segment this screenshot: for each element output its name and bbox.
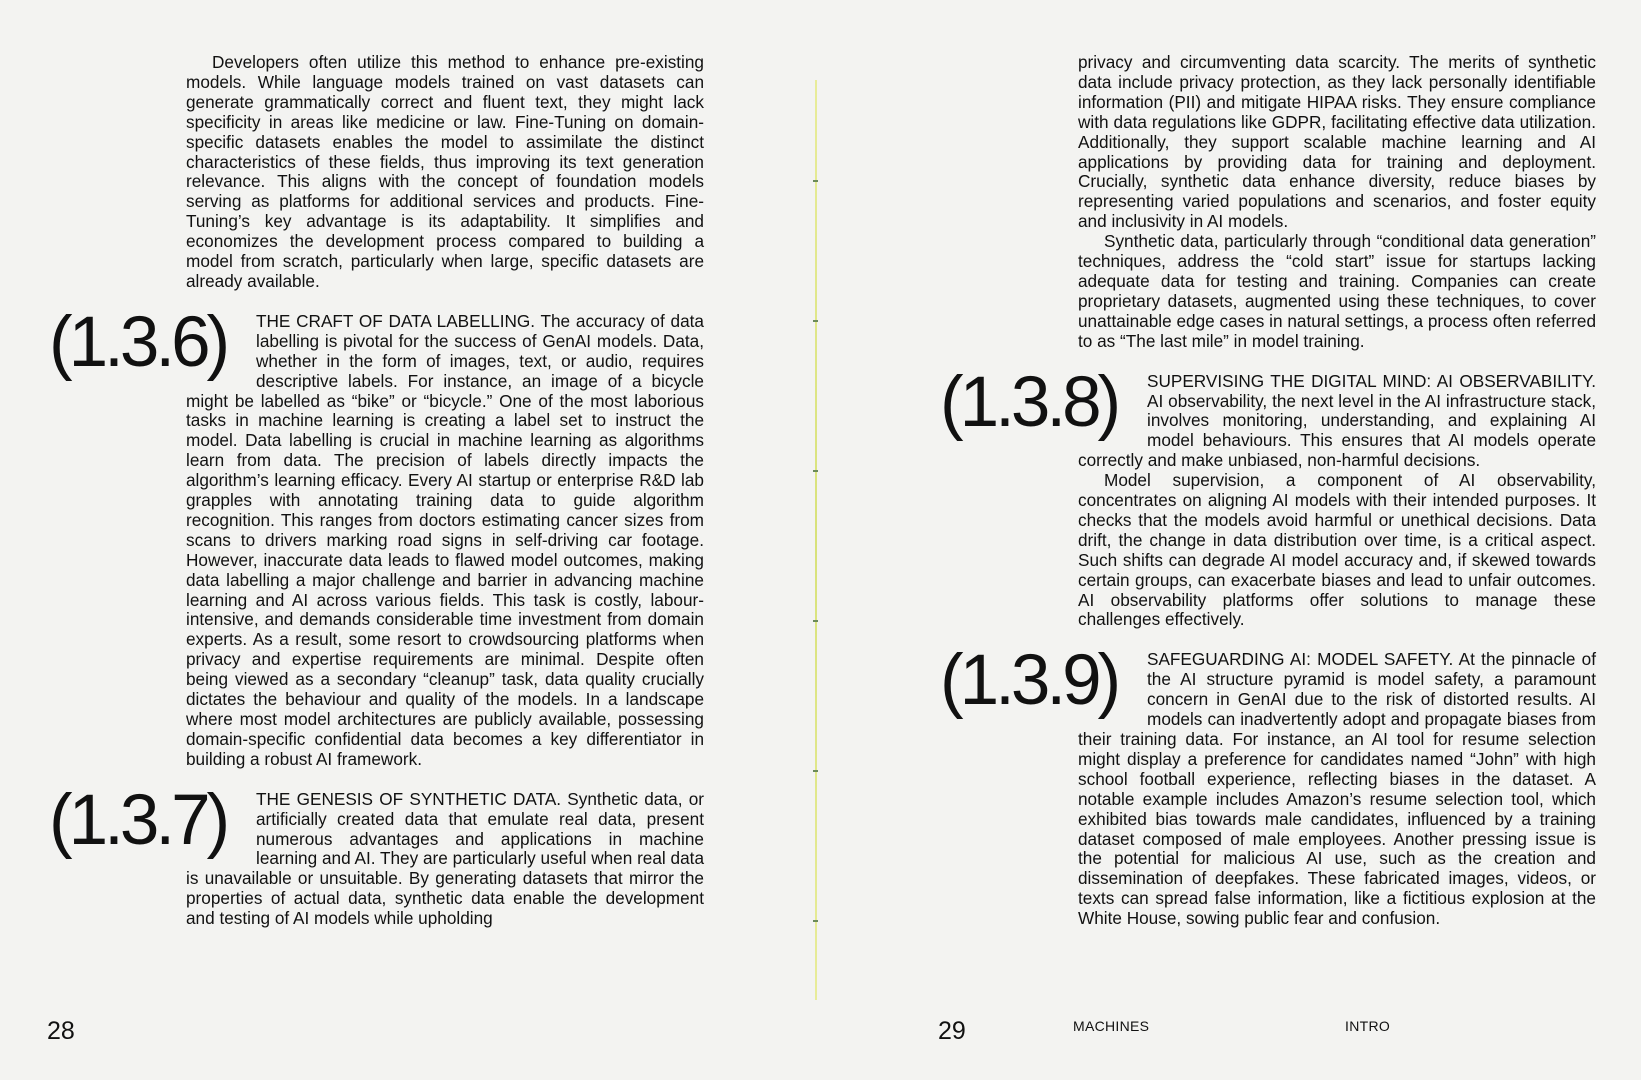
section-1-3-8 xyxy=(940,362,1596,631)
left-page-column xyxy=(49,52,704,929)
section-number: (1.3.8) xyxy=(940,362,1118,442)
stitch-mark xyxy=(813,620,818,622)
section-number: (1.3.9) xyxy=(940,641,1118,721)
stitch-mark xyxy=(813,920,818,922)
section-body: THE CRAFT OF DATA LABELLING. The accuracy of data labelling is pivotal for the success of GenAI models. Data, whether in the form of images, text, or audio, requires descriptive labels. For instance, an image of a bicycle might be labelled as “bike” or “bicycle.” One of the most laborious tasks in machine learning is creating a label set to instruct the model. Data labelling is crucial in machine learning as algorithms learn from data. The precision of labels directly impacts the algorithm’s learning efficacy. Every AI startup or enterprise R&D lab grapples with annotating training data to guide algorithm recognition. This ranges from doctors estimating cancer sizes from scans to drivers marking road signs in self-driving car footage. However, inaccurate data leads to flawed model outcomes, making data labelling a major challenge and barrier in advancing machine learning and AI across various fields. This task is costly, labour-intensive, and demands considerable time investment from domain experts. As a result, some resort to crowdsourcing platforms when privacy and expertise requirements are minimal. Despite often being viewed as a secondary “cleanup” task, data quality crucially dictates the behaviour and quality of the models. In a landscape where most model architectures are publicly available, possessing domain-specific confidential data becomes a key differentiator in building a robust AI framework. xyxy=(186,310,704,769)
section-body: THE GENESIS OF SYNTHETIC DATA. Synthetic data, or artificially created data that emulate real data, present numerous advantages and applications in machine learning and AI. They are particularly useful when real data is unavailable or unsuitable. By generating datasets that mirror the properties of actual data, synthetic data enable the development and testing of AI models while upholding xyxy=(186,788,704,929)
stitch-mark xyxy=(813,470,818,472)
section-body: SUPERVISING THE DIGITAL MIND: AI OBSERVABILITY. AI observability, the next level in the AI infrastructure stack, involves monitoring, understanding, and explaining AI model behaviours. This ensures that AI models operate correctly and make unbiased, non-harmful decisions. xyxy=(1078,370,1596,471)
stitch-mark xyxy=(813,180,818,182)
intro-paragraph: Developers often utilize this method to enhance pre-existing models. While language models trained on vast datasets can generate grammatically correct and fluent text, they might lack specificity in areas like medicine or law. Fine-Tuning on domain-specific datasets enables the model to assimilate the distinct characteristics of these fields, thus improving its text generation relevance. This aligns with the concept of foundation models serving as platforms for additional services and products. Fine-Tuning’s key advantage is its adaptability. It simplifies and economizes the development process compared to building a model from scratch, particularly when large, specific datasets are already available. xyxy=(186,52,704,291)
section-continuation: Model supervision, a component of AI observability, concentrates on aligning AI models with their intended purposes. It checks that the models avoid harmful or unethical decisions. Data drift, the change in data distribution over time, is a critical aspect. Such shifts can degrade AI model accuracy and, if skewed towards certain groups, can exacerbate biases and lead to unfair outcomes. AI observability platforms offer solutions to manage these challenges effectively. xyxy=(1078,470,1596,630)
stitch-mark xyxy=(813,320,818,322)
stitch-mark xyxy=(813,770,818,772)
page-number-right: 29 xyxy=(938,1017,966,1045)
footer-label-intro: INTRO xyxy=(1345,1018,1391,1034)
right-page-column xyxy=(940,52,1596,929)
page-number-left: 28 xyxy=(47,1017,75,1045)
section-1-3-6 xyxy=(49,302,704,770)
gutter-binding xyxy=(815,80,817,1000)
footer-label-machines: MACHINES xyxy=(1073,1018,1150,1034)
section-1-3-7 xyxy=(49,780,704,929)
continued-paragraph: privacy and circumventing data scarcity. The merits of synthetic data include privacy protection, as they lack personally identifiable information (PII) and mitigate HIPAA risks. They ensure compliance with data regulations like GDPR, facilitating effective data utilization. Additionally, they support scalable machine learning and AI applications by providing data for training and deployment. Crucially, synthetic data enhance diversity, reduce biases by representing varied populations and scenarios, and foster equity and inclusivity in AI models. xyxy=(1078,52,1596,232)
second-paragraph: Synthetic data, particularly through “conditional data generation” techniques, address the “cold start” issue for startups lacking adequate data for testing and training. Companies can create proprietary datasets, augmented using these techniques, to cover unattainable edge cases in natural settings, a process often referred to as “The last mile” in model training. xyxy=(1078,231,1596,351)
section-number: (1.3.7) xyxy=(49,780,227,860)
section-1-3-9 xyxy=(940,641,1596,929)
section-body: SAFEGUARDING AI: MODEL SAFETY. At the pinnacle of the AI structure pyramid is model safety, a paramount concern in GenAI due to the risk of distorted results. AI models can inadvertently adopt and propagate biases from their training data. For instance, an AI tool for resume selection might display a preference for candidates named “John” with high school football experience, reflecting biases in the dataset. A notable example includes Amazon’s resume selection tool, which exhibited bias towards male candidates, influenced by a training dataset composed of male employees. Another pressing issue is the potential for malicious AI use, such as the creation and dissemination of deepfakes. These fabricated images, videos, or texts can spread false information, like a fictitious explosion at the White House, sowing public fear and confusion. xyxy=(1078,649,1596,929)
section-number: (1.3.6) xyxy=(49,302,227,382)
